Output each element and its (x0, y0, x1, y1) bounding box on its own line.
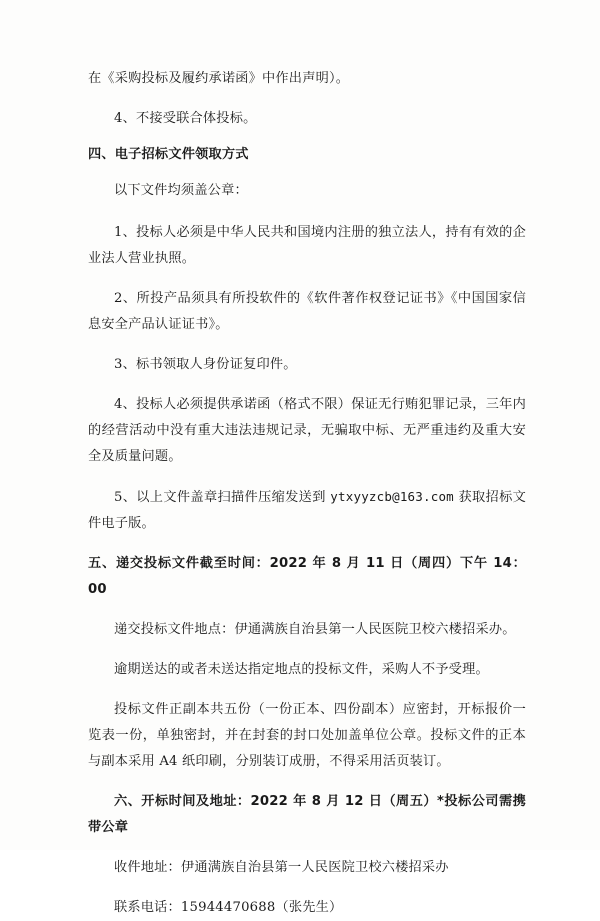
document-body (88, 66, 526, 921)
requirement-5-text-a: 5、以上文件盖章扫描件压缩发送到 (114, 490, 331, 505)
paragraph-requirement-5 (88, 484, 526, 537)
contact-email: ytxyyzcb@163.com (330, 489, 454, 504)
paragraph-receiving-address: 收件地址：伊通满族自治县第一人民医院卫校六楼招采办 (114, 860, 449, 875)
requirement-5-text-b: 获取招标文件电子版。 (88, 490, 526, 531)
paragraph-submit-location: 递交投标文件地点：伊通满族自治县第一人民医院卫校六楼招采办。 (114, 622, 516, 637)
section-heading-4: 四、电子招标文件领取方式 (88, 147, 249, 162)
paragraph-no-consortium: 4、不接受联合体投标。 (114, 111, 257, 126)
paragraph-contact-phone: 联系电话：15944470688（张先生） (114, 900, 343, 915)
section-heading-6: 六、开标时间及地址：2022 年 8 月 12 日（周五）*投标公司需携带公章 (88, 794, 526, 835)
paragraph-continuation: 在《采购投标及履约承诺函》中作出声明）。 (88, 71, 350, 86)
section-heading-5: 五、递交投标文件截至时间：2022 年 8 月 11 日（周四）下午 14：00 (88, 556, 526, 597)
paragraph-requirement-1: 1、投标人必须是中华人民共和国境内注册的独立法人，持有有效的企业法人营业执照。 (88, 225, 526, 266)
paragraph-stamp-note: 以下文件均须盖公章： (114, 183, 248, 198)
paragraph-requirement-4: 4、投标人必须提供承诺函（格式不限）保证无行贿犯罪记录，三年内的经营活动中没有重大违法违规记录，无骗取中标、无严重违约及重大安全及质量问题。 (88, 397, 526, 464)
paragraph-requirement-2: 2、所投产品须具有所投软件的《软件著作权登记证书》《中国国家信息安全产品认证证书》。 (88, 291, 526, 332)
paragraph-requirement-3: 3、标书领取人身份证复印件。 (114, 357, 297, 372)
paragraph-late-submission: 逾期送达的或者未送达指定地点的投标文件，采购人不予受理。 (114, 662, 489, 677)
paragraph-sealing-rules: 投标文件正副本共五份（一份正本、四份副本）应密封，开标报价一览表一份，单独密封，并在封套的封口处加盖单位公章。投标文件的正本与副本采用 A4 纸印刷，分别装订成册，不得采用活页装订。 (88, 702, 526, 769)
